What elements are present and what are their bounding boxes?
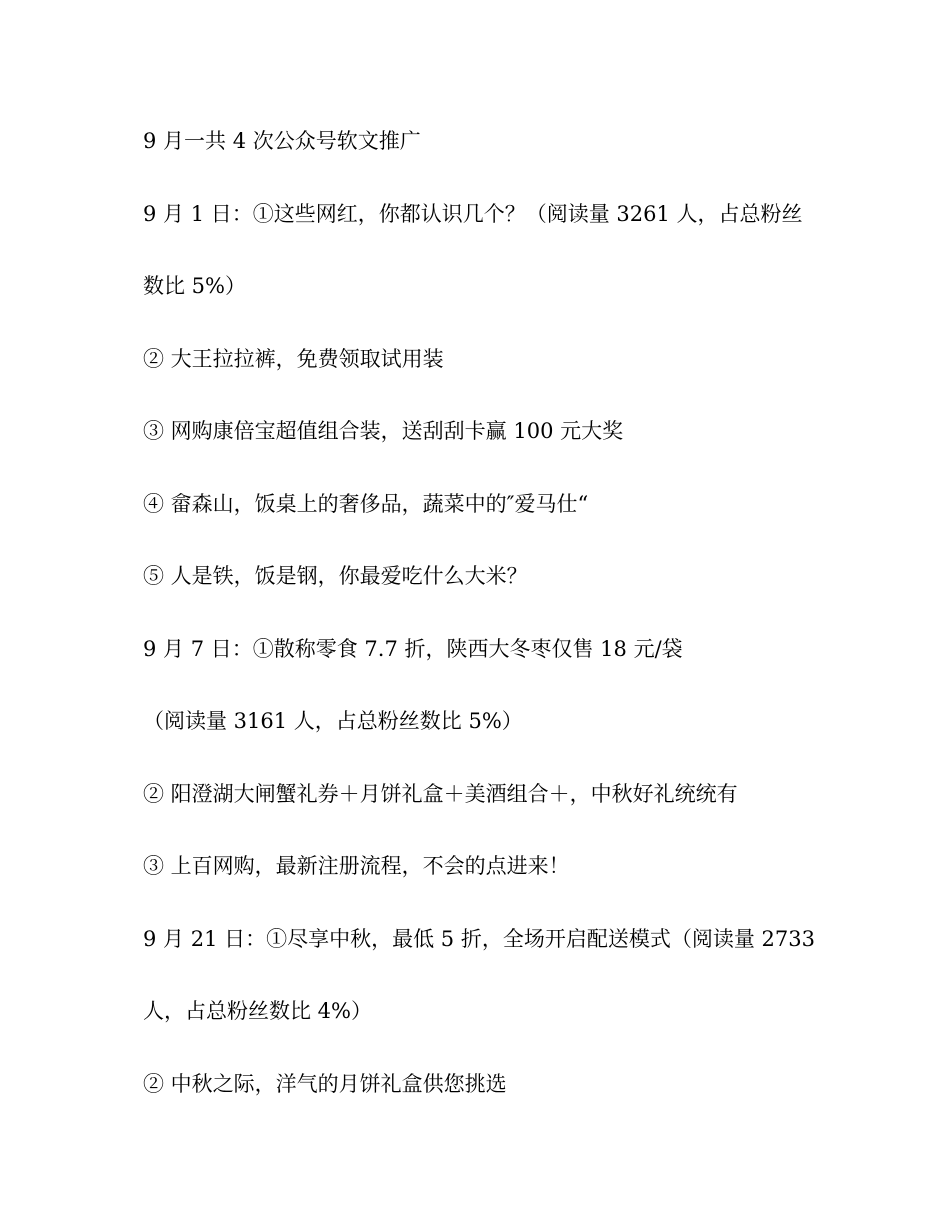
text-line-sep7-item2: ② 阳澄湖大闸蟹礼券＋月饼礼盒＋美酒组合＋，中秋好礼统统有 [143,781,738,806]
document-title: 9 月一共 4 次公众号软文推广 [143,129,421,153]
text-line-sep1-item3: ③ 网购康倍宝超值组合装，送刮刮卡赢 100 元大奖 [143,419,624,443]
text-line-sep21-item1-cont: 人，占总粉丝数比 4%） [143,999,372,1023]
text-line-sep1-item2: ② 大王拉拉裤，免费领取试用装 [143,346,444,371]
text-line-sep1-item1: 9 月 1 日：①这些网红，你都认识几个？（阅读量 3261 人，占总粉丝 [143,201,803,226]
text-line-sep1-item4: ④ 畲森山，饭桌上的奢侈品，蔬菜中的″爱马仕“ [143,491,589,516]
text-line-sep7-item1: 9 月 7 日：①散称零食 7.7 折，陕西大冬枣仅售 18 元/袋 [143,636,683,661]
text-line-sep21-item2: ② 中秋之际，洋气的月饼礼盒供您挑选 [143,1071,507,1096]
text-line-sep1-item5: ⑤ 人是铁，饭是钢，你最爱吃什么大米？ [143,564,528,588]
document-body [143,123,813,1138]
text-line-sep21-item1: 9 月 21 日：①尽享中秋，最低 5 折，全场开启配送模式（阅读量 2733 [143,926,815,951]
text-line-sep1-item1-cont: 数比 5%） [143,274,246,298]
text-line-sep7-item3: ③ 上百网购，最新注册流程，不会的点进来！ [143,854,570,878]
text-line-sep7-item1-cont: （阅读量 3161 人，占总粉丝数比 5%） [143,709,523,733]
